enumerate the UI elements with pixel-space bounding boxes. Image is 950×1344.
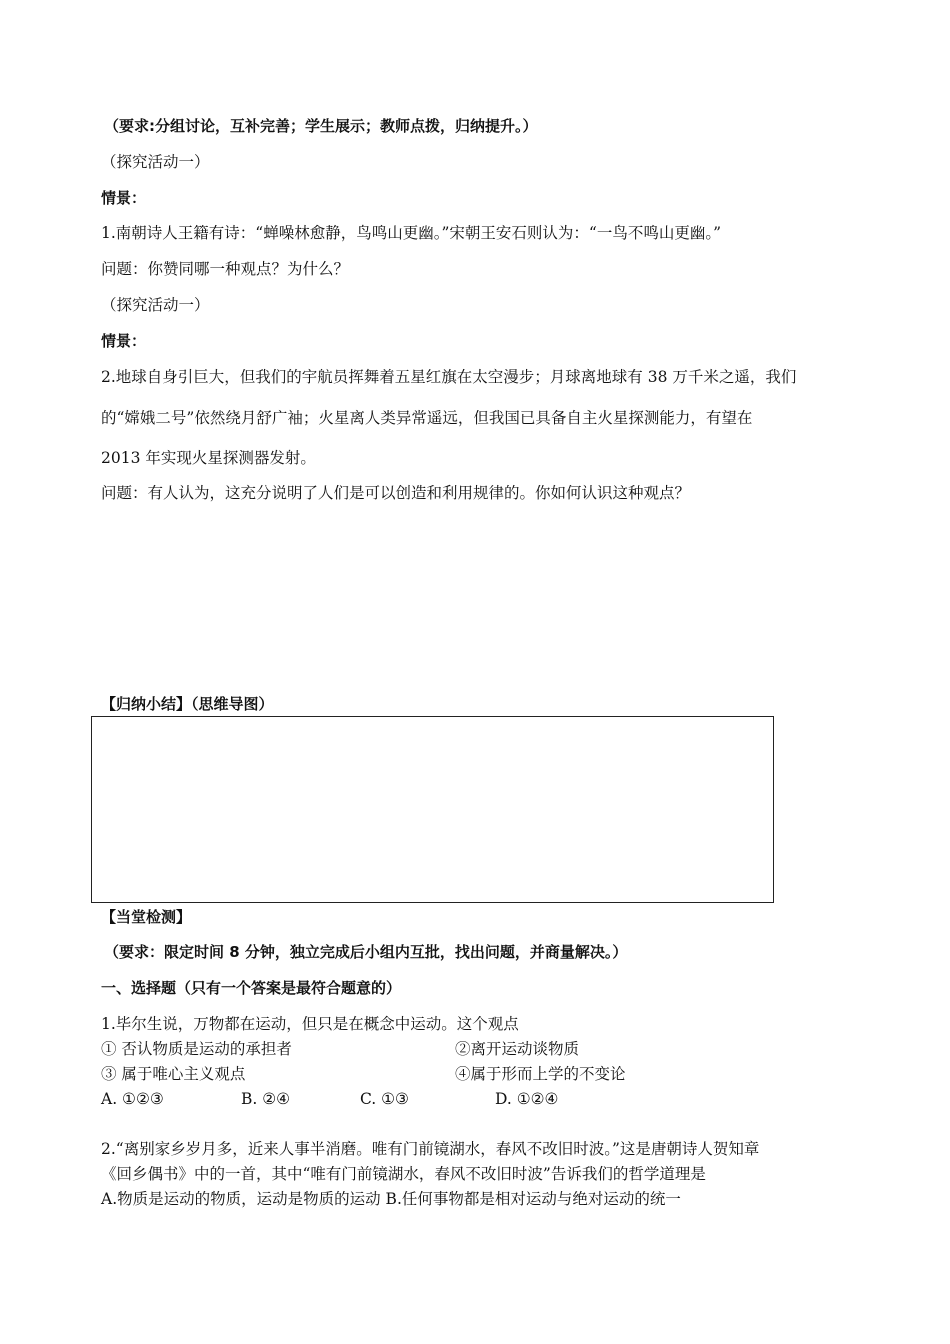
- section-title: 一、选择题（只有一个答案是最符合题意的）: [101, 979, 402, 997]
- scene-text: 1.南朝诗人王籍有诗：“蝉噪林愈静，鸟鸣山更幽。”宋朝王安石则认为：“一鸟不鸣山更幽。”: [101, 224, 721, 242]
- requirement-text: （要求:分组讨论，互补完善；学生展示；教师点拨，归纳提升。）: [104, 117, 538, 135]
- check-title: 【当堂检测】: [101, 908, 192, 926]
- answer-options-line[interactable]: A.物质是运动的物质，运动是物质的运动 B.任何事物都是相对运动与绝对运动的统一: [101, 1190, 681, 1208]
- activity-title: （探究活动一）: [101, 296, 210, 314]
- question-stem-line: 2.“离别家乡岁月多，近来人事半消磨。唯有门前镜湖水，春风不改旧时波。”这是唐朝诗人贺知章: [101, 1140, 760, 1158]
- answer-option-c[interactable]: C. ①③: [360, 1090, 409, 1108]
- answer-option-a[interactable]: A. ①②③: [101, 1090, 164, 1108]
- answer-option-b[interactable]: B. ②④: [241, 1090, 291, 1108]
- check-requirement: （要求：限定时间 8 分钟，独立完成后小组内互批，找出问题，并商量解决。）: [104, 943, 628, 961]
- question-text: 问题：你赞同哪一种观点？为什么？: [101, 260, 350, 278]
- scene-text-line: 的“嫦娥二号”依然绕月舒广袖；火星离人类异常遥远，但我国已具备自主火星探测能力，有望在: [101, 409, 753, 427]
- scene-label: 情景：: [101, 332, 147, 350]
- question-stem-line: 《回乡偶书》中的一首，其中“唯有门前镜湖水，春风不改旧时波”告诉我们的哲学道理是: [101, 1165, 706, 1183]
- choice-item: ②离开运动谈物质: [455, 1040, 580, 1058]
- choice-item: ③ 属于唯心主义观点: [101, 1065, 246, 1083]
- answer-option-d[interactable]: D. ①②④: [495, 1090, 559, 1108]
- scene-label: 情景：: [101, 189, 147, 207]
- summary-title: 【归纳小结】（思维导图）: [101, 695, 274, 713]
- choice-item: ④属于形而上学的不变论: [455, 1065, 626, 1083]
- mind-map-box[interactable]: [91, 716, 774, 903]
- choice-item: ① 否认物质是运动的承担者: [101, 1040, 292, 1058]
- question-text: 问题：有人认为，这充分说明了人们是可以创造和利用规律的。你如何认识这种观点？: [101, 484, 691, 502]
- scene-text-line: 2.地球自身引巨大，但我们的宇航员挥舞着五星红旗在太空漫步；月球离地球有 38 万千米之遥，我们: [101, 368, 797, 386]
- scene-text-line: 2013 年实现火星探测器发射。: [101, 449, 316, 467]
- activity-title: （探究活动一）: [101, 153, 210, 171]
- question-stem: 1.毕尔生说，万物都在运动，但只是在概念中运动。这个观点: [101, 1015, 519, 1033]
